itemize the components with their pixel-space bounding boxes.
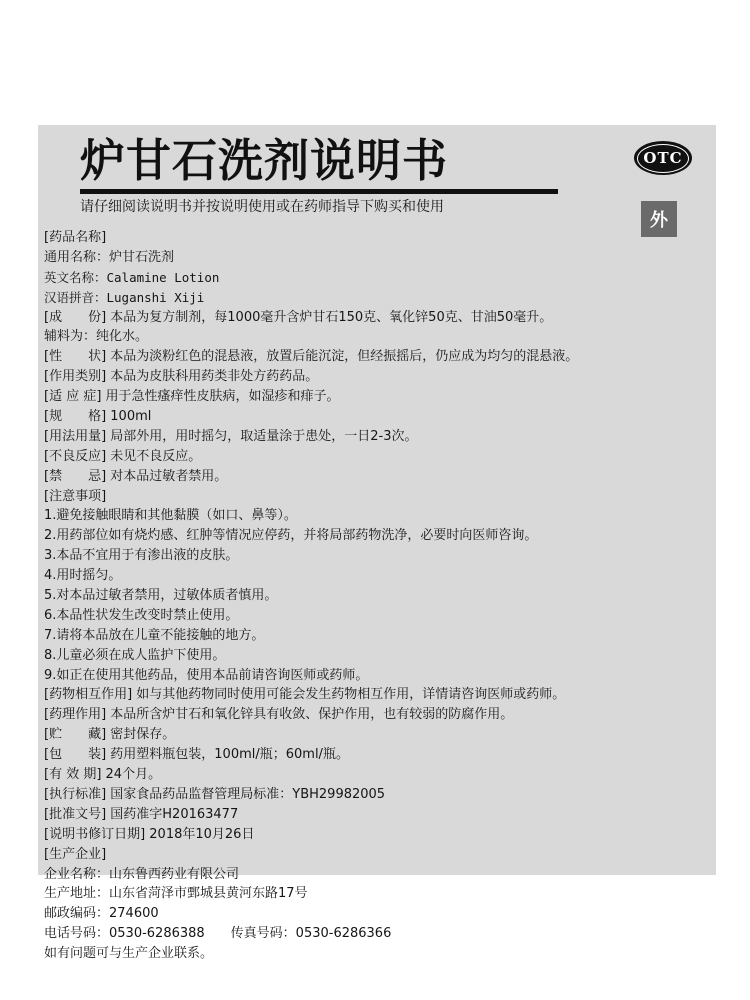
- indications: [适 应 症] 用于急性瘙痒性皮肤病，如湿疹和痱子。: [44, 389, 340, 405]
- precaution-item: 3.本品不宜用于有渗出液的皮肤。: [44, 548, 239, 564]
- category: [作用类别] 本品为皮肤科用药类非处方药药品。: [44, 369, 319, 385]
- otc-badge: [634, 141, 692, 175]
- precaution-item: 7.请将本品放在儿童不能接触的地方。: [44, 627, 265, 643]
- precaution-item: 2.用药部位如有烧灼感、红肿等情况应停药，并将局部药物洗净，必要时向医师咨询。: [44, 528, 538, 544]
- section-heading-precautions: [注意事项]: [44, 488, 107, 504]
- drug-interactions: [药物相互作用] 如与其他药物同时使用可能会发生药物相互作用，详情请咨询医师或药师。: [44, 687, 566, 703]
- usage-notice: 请仔细阅读说明书并按说明使用或在药师指导下购买和使用: [80, 199, 444, 215]
- appearance: [性 状] 本品为淡粉红色的混悬液，放置后能沉淀，但经振摇后，仍应成为均匀的混悬液。: [44, 349, 579, 365]
- section-heading-drug-name: [药品名称]: [44, 230, 107, 245]
- company-address: 生产地址：山东省菏泽市鄄城县黄河东路17号: [44, 886, 308, 902]
- dosage: [用法用量] 局部外用，用时摇匀，取适量涂于患处，一日2-3次。: [44, 428, 418, 444]
- title-underline: [80, 189, 558, 194]
- precaution-item: 5.对本品过敏者禁用，过敏体质者慎用。: [44, 588, 278, 604]
- storage: [贮 藏] 密封保存。: [44, 727, 176, 743]
- pharmacology: [药理作用] 本品所含炉甘石和氧化锌具有收敛、保护作用，也有较弱的防腐作用。: [44, 707, 514, 723]
- external-use-badge: 外: [641, 201, 677, 237]
- package-insert: [38, 125, 716, 962]
- composition: [成 份] 本品为复方制剂，每1000毫升含炉甘石150克、氧化锌50克、甘油50毫升。: [44, 309, 553, 325]
- phone-fax: 电话号码：0530-6286388 传真号码：0530-6286366: [44, 926, 392, 942]
- section-heading-manufacturer: [生产企业]: [44, 846, 107, 862]
- insert-body: [44, 228, 712, 964]
- precaution-item: 9.如正在使用其他药品，使用本品前请咨询医师或药师。: [44, 667, 369, 683]
- approval-number: [批准文号] 国药准字H20163477: [44, 806, 239, 822]
- packaging: [包 装] 药用塑料瓶包装，100ml/瓶；60ml/瓶。: [44, 747, 349, 763]
- pinyin-name: 汉语拼音：Luganshi Xiji: [44, 289, 205, 305]
- excipients: 辅料为：纯化水。: [44, 329, 149, 345]
- postal-code: 邮政编码：274600: [44, 906, 159, 922]
- contact-note: 如有问题可与生产企业联系。: [44, 946, 214, 962]
- generic-name: 通用名称：炉甘石洗剂: [44, 249, 175, 265]
- precaution-item: 1.避免接触眼睛和其他黏膜（如口、鼻等）。: [44, 508, 297, 524]
- contraindications: [禁 忌] 对本品过敏者禁用。: [44, 468, 228, 484]
- page-title: 炉甘石洗剂说明书: [80, 134, 449, 187]
- precaution-item: 8.儿童必须在成人监护下使用。: [44, 647, 226, 663]
- standard: [执行标准] 国家食品药品监督管理局标准：YBH29982005: [44, 786, 386, 802]
- adverse-reactions: [不良反应] 未见不良反应。: [44, 448, 202, 464]
- precaution-item: 4.用时摇匀。: [44, 568, 122, 584]
- company-name: 企业名称：山东鲁西药业有限公司: [44, 866, 240, 882]
- english-name: 英文名称：Calamine Lotion: [44, 269, 220, 285]
- shelf-life: [有 效 期] 24个月。: [44, 767, 162, 783]
- precaution-item: 6.本品性状发生改变时禁止使用。: [44, 607, 239, 623]
- specification: [规 格] 100ml: [44, 409, 152, 425]
- otc-badge-label: OTC: [637, 144, 689, 173]
- revision-date: [说明书修订日期] 2018年10月26日: [44, 826, 255, 842]
